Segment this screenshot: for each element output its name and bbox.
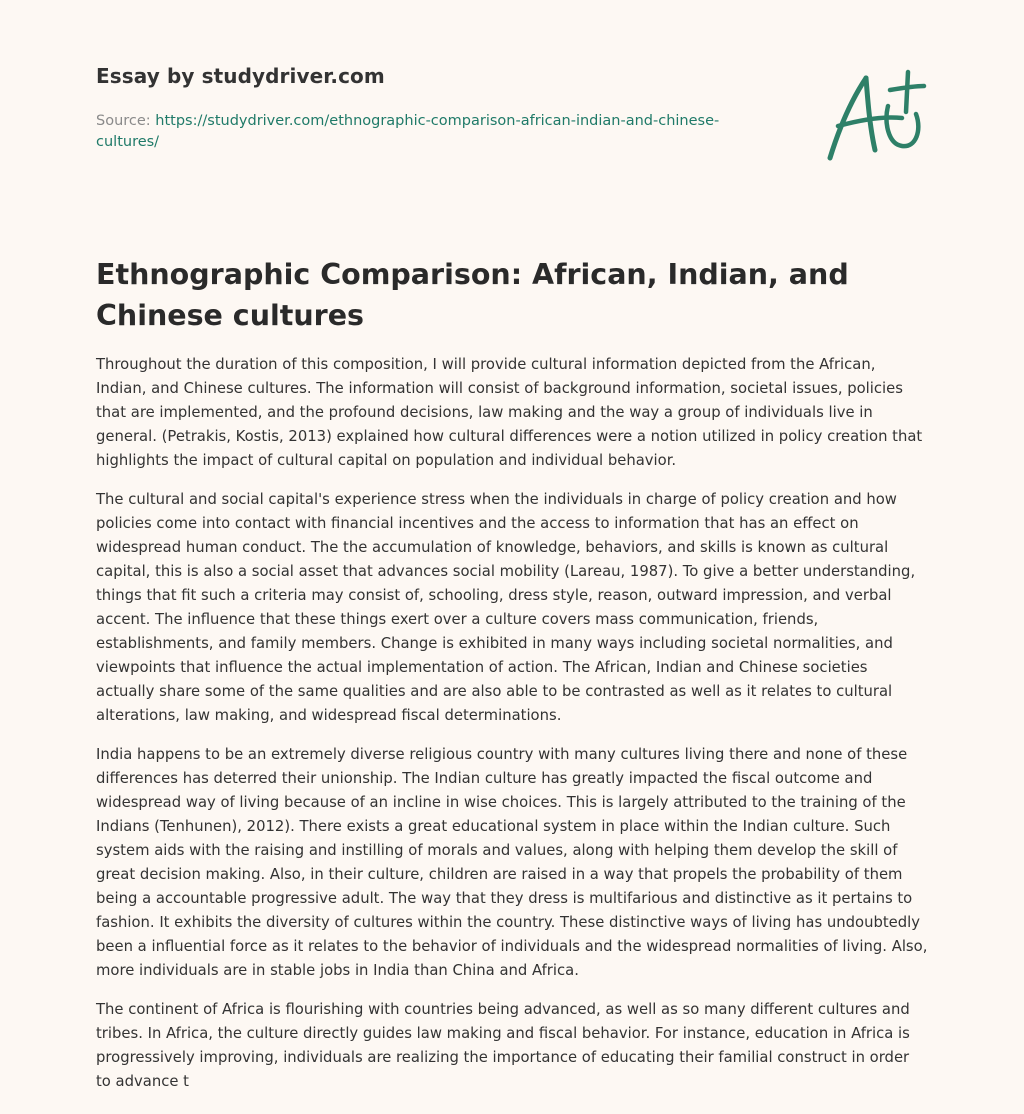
page-header bbox=[96, 0, 928, 210]
site-title: Essay by studydriver.com bbox=[96, 64, 385, 88]
article-paragraph: The continent of Africa is flourishing with countries being advanced, as well as so many different cultures and tribes. In Africa, the culture directly guides law making and fiscal behavior. For instance, education in Africa is progressively improving, individuals are realizing the importance of educating their familial construct in order to advance t bbox=[96, 1001, 910, 1090]
article-paragraph: Throughout the duration of this composition, I will provide cultural information depicted from the African, Indian, and Chinese cultures. The information will consist of background information, societal issues, policies that are implemented, and the profound decisions, law making and the way a group of individuals live in general. (Petrakis, Kostis, 2013) explained how cultural differences were a notion utilized in policy creation that highlights the impact of cultural capital on population and individual behavior. bbox=[96, 356, 923, 469]
a-plus-logo-icon bbox=[822, 66, 928, 166]
source-line bbox=[96, 111, 756, 153]
article-paragraph: India happens to be an extremely diverse religious country with many cultures living there and none of these differences has deterred their unionship. The Indian culture has greatly impacted the fiscal outcome and widespread way of living because of an incline in wise choices. This is largely attributed to the training of the Indians (Tenhunen), 2012). There exists a great educational system in place within the Indian culture. Such system aids with the raising and instilling of morals and values, along with helping them develop the skill of great decision making. Also, in their culture, children are raised in a way that propels the probability of them being a accountable progressive adult. The way that they dress is multifarious and distinctive as it pertains to fashion. It exhibits the diversity of cultures within the country. These distinctive ways of living has undoubtedly been a influential force as it relates to the behavior of individuals and the widespread normalities of living. Also, more individuals are in stable jobs in India than China and Africa. bbox=[96, 746, 928, 979]
essay-page bbox=[96, 0, 928, 1090]
article-body bbox=[96, 353, 928, 1109]
article-paragraph: The cultural and social capital's experience stress when the individuals in charge of policy creation and how policies come into contact with financial incentives and the access to information that has an effect on widespread human conduct. The the accumulation of knowledge, behaviors, and skills is known as cultural capital, this is also a social asset that advances social mobility (Lareau, 1987). To give a better understanding, things that fit such a criteria may consist of, schooling, dress style, reason, outward impression, and verbal accent. The influence that these things exert over a culture covers mass communication, friends, establishments, and family members. Change is exhibited in many ways including societal normalities, and viewpoints that influence the actual implementation of action. The African, Indian and Chinese societies actually share some of the same qualities and are also able to be contrasted as well as it relates to cultural alterations, law making, and widespread fiscal determinations. bbox=[96, 491, 916, 724]
source-label: Source: bbox=[96, 113, 156, 129]
source-link[interactable]: https://studydriver.com/ethnographic-comparison-african-indian-and-chinese-cultures/ bbox=[96, 113, 720, 150]
article-title: Ethnographic Comparison: African, Indian, and Chinese cultures bbox=[96, 258, 849, 332]
